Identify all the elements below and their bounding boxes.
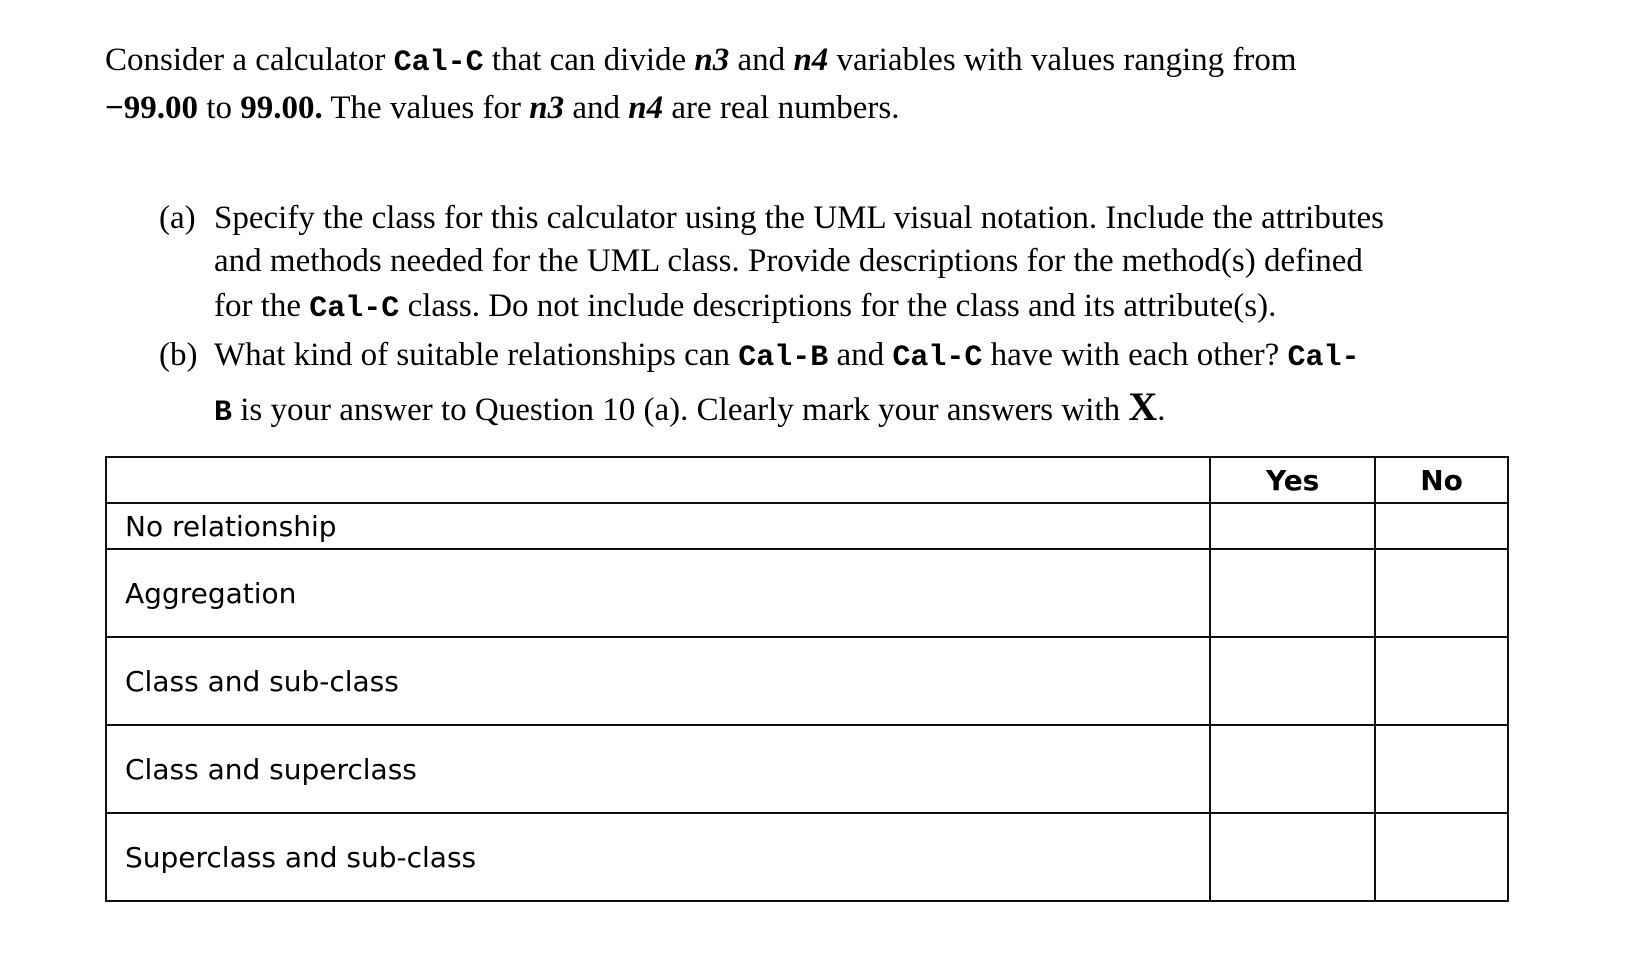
text: and bbox=[729, 42, 794, 78]
variable: n4 bbox=[628, 90, 664, 126]
class-name: Cal-C bbox=[393, 46, 484, 80]
no-cell[interactable] bbox=[1375, 549, 1508, 637]
class-name: Cal-B bbox=[738, 341, 829, 375]
question-b-label: (b) bbox=[159, 337, 198, 373]
text: to bbox=[198, 90, 241, 126]
question-a-line-3 bbox=[214, 286, 1276, 329]
text: . bbox=[1157, 392, 1166, 428]
min-value: −99.00 bbox=[105, 90, 199, 126]
question-b-line-2 bbox=[214, 384, 1166, 433]
text: for the bbox=[214, 288, 310, 324]
row-label: No relationship bbox=[106, 503, 1210, 549]
question-a-label: (a) bbox=[159, 200, 196, 236]
text: variables with values ranging from bbox=[828, 42, 1297, 78]
no-cell[interactable] bbox=[1375, 813, 1508, 901]
header-blank bbox=[106, 457, 1210, 503]
yes-cell[interactable] bbox=[1210, 637, 1375, 725]
row-label: Class and sub-class bbox=[106, 637, 1210, 725]
max-value: 99.00. bbox=[240, 90, 323, 126]
row-label: Aggregation bbox=[106, 549, 1210, 637]
class-name: Cal- bbox=[1287, 341, 1360, 375]
class-name: B bbox=[214, 396, 233, 430]
yes-cell[interactable] bbox=[1210, 503, 1375, 549]
table-row bbox=[106, 637, 1508, 725]
question-b-line-1 bbox=[214, 335, 1360, 378]
text: is your answer to Question 10 (a). Clearly mark your answers with bbox=[232, 392, 1129, 428]
text: have with each other? bbox=[982, 337, 1288, 373]
question-a-line-2: and methods needed for the UML class. Provide descriptions for the method(s) defined bbox=[214, 243, 1363, 279]
class-name: Cal-C bbox=[309, 292, 400, 326]
row-label: Superclass and sub-class bbox=[106, 813, 1210, 901]
intro-line-1 bbox=[105, 40, 1297, 83]
x-mark: X bbox=[1128, 384, 1158, 429]
variable: n3 bbox=[529, 90, 565, 126]
text: and bbox=[828, 337, 893, 373]
table-row bbox=[106, 549, 1508, 637]
text: What kind of suitable relationships can bbox=[214, 337, 739, 373]
header-no: No bbox=[1375, 457, 1508, 503]
class-name: Cal-C bbox=[892, 341, 983, 375]
relationship-table bbox=[105, 456, 1509, 902]
variable: n3 bbox=[694, 42, 730, 78]
text: are real numbers. bbox=[663, 90, 900, 126]
table-row bbox=[106, 813, 1508, 901]
yes-cell[interactable] bbox=[1210, 725, 1375, 813]
table-row bbox=[106, 725, 1508, 813]
text: The values for bbox=[322, 90, 530, 126]
no-cell[interactable] bbox=[1375, 503, 1508, 549]
variable: n4 bbox=[793, 42, 829, 78]
intro-line-2 bbox=[105, 88, 900, 128]
question-a-line-1: Specify the class for this calculator using the UML visual notation. Include the attributes bbox=[214, 200, 1384, 236]
text: class. Do not include descriptions for the class and its attribute(s). bbox=[399, 288, 1277, 324]
header-yes: Yes bbox=[1210, 457, 1375, 503]
row-label: Class and superclass bbox=[106, 725, 1210, 813]
table-header-row bbox=[106, 457, 1508, 503]
no-cell[interactable] bbox=[1375, 725, 1508, 813]
text: and bbox=[564, 90, 629, 126]
table-row bbox=[106, 503, 1508, 549]
text: that can divide bbox=[483, 42, 695, 78]
yes-cell[interactable] bbox=[1210, 549, 1375, 637]
yes-cell[interactable] bbox=[1210, 813, 1375, 901]
text: Consider a calculator bbox=[105, 42, 394, 78]
no-cell[interactable] bbox=[1375, 637, 1508, 725]
